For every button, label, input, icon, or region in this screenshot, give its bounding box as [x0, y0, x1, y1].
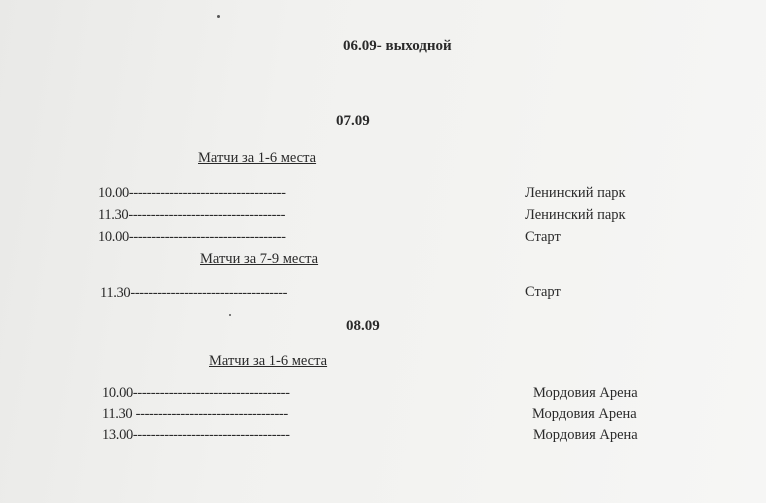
venue: Ленинский парк	[525, 185, 626, 201]
venue: Мордовия Арена	[532, 406, 637, 422]
venue: Ленинский парк	[525, 207, 626, 223]
time-line: 11.30 ----------------------------------	[102, 406, 288, 422]
venue: Мордовия Арена	[533, 427, 638, 443]
time-line: 10.00-----------------------------------	[102, 385, 290, 401]
venue: Мордовия Арена	[533, 385, 638, 401]
venue: Старт	[525, 284, 561, 300]
group-heading: Матчи за 1-6 места	[198, 150, 317, 166]
date-heading-0809: 08.09	[346, 318, 380, 334]
paper-speck	[229, 314, 231, 316]
time-line: 13.00-----------------------------------	[102, 427, 290, 443]
date-heading-0709: 07.09	[336, 113, 370, 129]
time-line: 11.30-----------------------------------	[100, 285, 288, 301]
group-heading: Матчи за 7-9 места	[200, 251, 319, 267]
venue: Старт	[525, 229, 561, 245]
group-heading: Матчи за 1-6 места	[209, 353, 328, 369]
paper-speck	[217, 15, 220, 18]
time-line: 10.00-----------------------------------	[98, 229, 286, 245]
day-off-title: 06.09- выходной	[343, 38, 452, 54]
time-line: 10.00-----------------------------------	[98, 185, 286, 201]
time-line: 11.30-----------------------------------	[98, 207, 286, 223]
